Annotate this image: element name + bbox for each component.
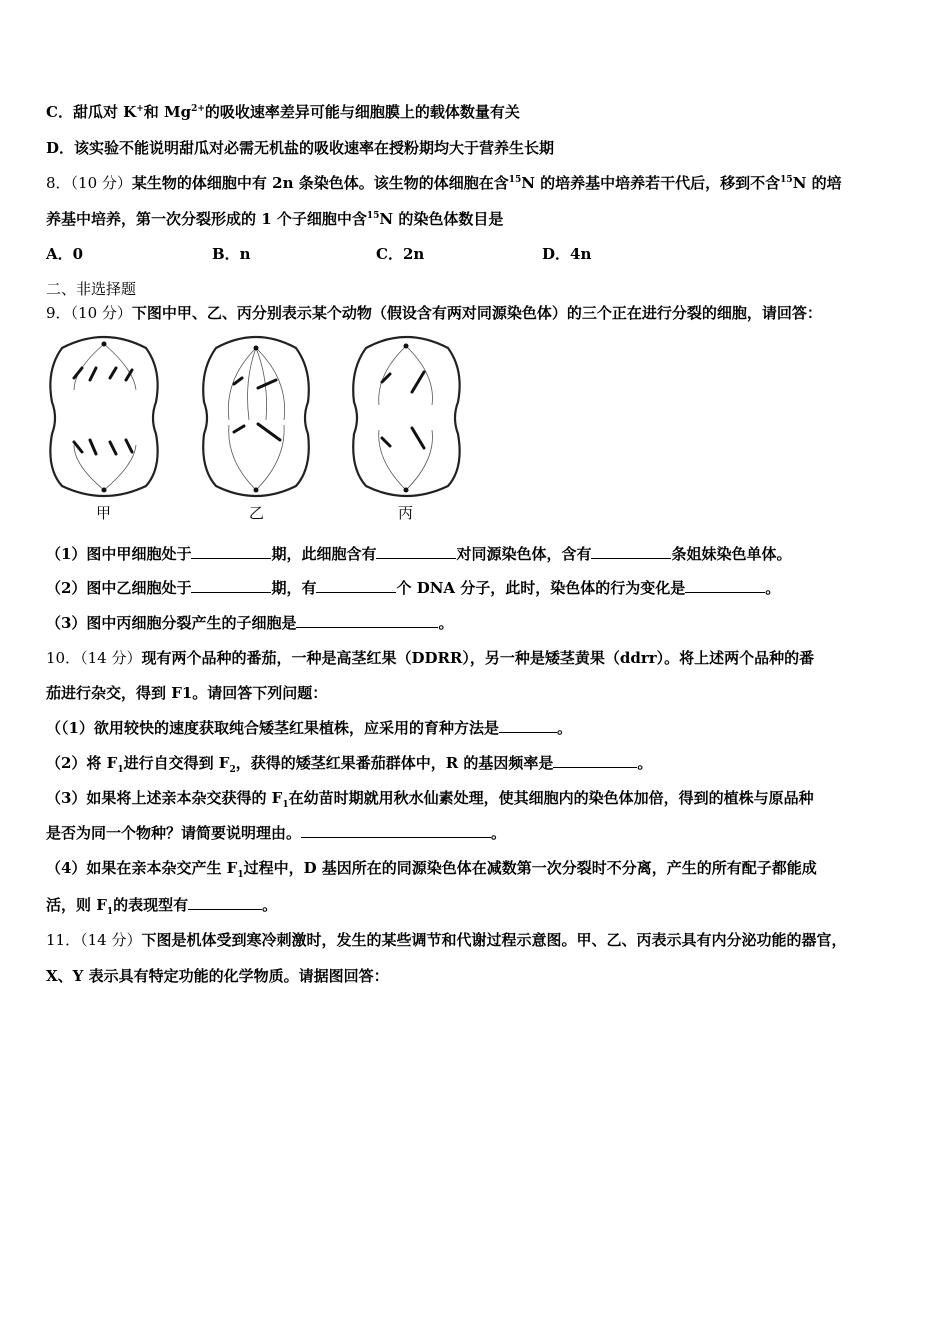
- q9-stem: 9．（10 分）下图中甲、乙、丙分别表示某个动物（假设含有两对同源染色体）的三个正在进行分裂的细胞，请回答：: [46, 304, 822, 322]
- q9-part3: （3）图中丙细胞分裂产生的子细胞是 。: [46, 614, 454, 632]
- q11-line2: X、Y 表示具有特定功能的化学物质。请据图回答：: [46, 967, 389, 985]
- q9-part2: （2）图中乙细胞处于 期，有 个 DNA 分子，此时，染色体的行为变化是 。: [46, 579, 781, 597]
- q8-option-a: A．0: [46, 245, 84, 263]
- label-yi: 乙: [249, 504, 265, 522]
- answer-blank[interactable]: [499, 718, 557, 733]
- q10-part4-line2: 活，则 $F_1$的表现型有 。: [46, 896, 278, 917]
- cell-bing-outline: [353, 337, 459, 496]
- q9-part1: （1）图中甲细胞处于 期，此细胞含有 对同源染色体，含有 条姐妹染色单体。: [46, 545, 792, 563]
- section-heading: 二、非选择题: [46, 280, 137, 298]
- q10-part1: （（1）欲用较快的速度获取纯合矮茎红果植株，应采用的育种方法是 。: [46, 719, 572, 737]
- q10-part4-line1: （4）如果在亲本杂交产生 $F_1$过程中，D 基因所在的同源染色体在减数第一次分裂时不分离，产生的所有配子都能成: [46, 859, 817, 880]
- answer-blank[interactable]: [301, 823, 491, 838]
- label-bing: 丙: [398, 504, 414, 522]
- option-d: D．该实验不能说明甜瓜对必需无机盐的吸收速率在授粉期均大于营养生长期: [46, 139, 555, 157]
- q8-line1: 8．（10 分）某生物的体细胞中有 2n 条染色体。该生物的体细胞在含$^{15}$N 的培养基中培养若干代后，移到不含$^{15}$N 的培: [46, 174, 842, 192]
- q10-line2: 茄进行杂交，得到 F1。请回答下列问题：: [46, 684, 328, 702]
- q10-part3-line1: （3）如果将上述亲本杂交获得的 $F_1$在幼苗时期就用秋水仙素处理，使其细胞内的染色体加倍，得到的植株与原品种: [46, 789, 814, 810]
- answer-blank[interactable]: [316, 578, 396, 593]
- answer-blank[interactable]: [591, 544, 671, 559]
- answer-blank[interactable]: [191, 544, 271, 559]
- q10-part3-line2: 是否为同一个物种？请简要说明理由。 。: [46, 824, 507, 842]
- q10-part2: （2）将 $F_1$进行自交得到 $F_2$，获得的矮茎红果番茄群体中，R 的基因频率是 。: [46, 754, 653, 775]
- answer-blank[interactable]: [191, 578, 271, 593]
- q8-option-d: D．4n: [542, 245, 592, 263]
- answer-blank[interactable]: [376, 544, 456, 559]
- cell-yi-outline: [203, 337, 309, 496]
- cell-division-figure: [44, 330, 474, 526]
- cell-diagrams: [44, 330, 474, 505]
- q10-line1: 10．（14 分）现有两个品种的番茄，一种是高茎红果（DDRR），另一种是矮茎黄果（ddrr）。将上述两个品种的番: [46, 649, 815, 667]
- answer-blank[interactable]: [188, 895, 262, 910]
- answer-blank[interactable]: [296, 613, 438, 628]
- q8-line2: 养基中培养，第一次分裂形成的 1 个子细胞中含$^{15}$N 的染色体数目是: [46, 210, 504, 228]
- answer-blank[interactable]: [685, 578, 765, 593]
- q8-option-b: B．n: [212, 245, 251, 263]
- label-jia: 甲: [96, 504, 112, 522]
- cell-jia-outline: [50, 337, 157, 496]
- option-c: C．甜瓜对 K+和 $Mg^{2+}$的吸收速率差异可能与细胞膜上的载体数量有关: [46, 103, 520, 121]
- q8-option-c: C．2n: [376, 245, 425, 263]
- answer-blank[interactable]: [553, 753, 637, 768]
- q11-line1: 11．（14 分）下图是机体受到寒冷刺激时，发生的某些调节和代谢过程示意图。甲、乙、丙表示具有内分泌功能的器官，: [46, 931, 847, 949]
